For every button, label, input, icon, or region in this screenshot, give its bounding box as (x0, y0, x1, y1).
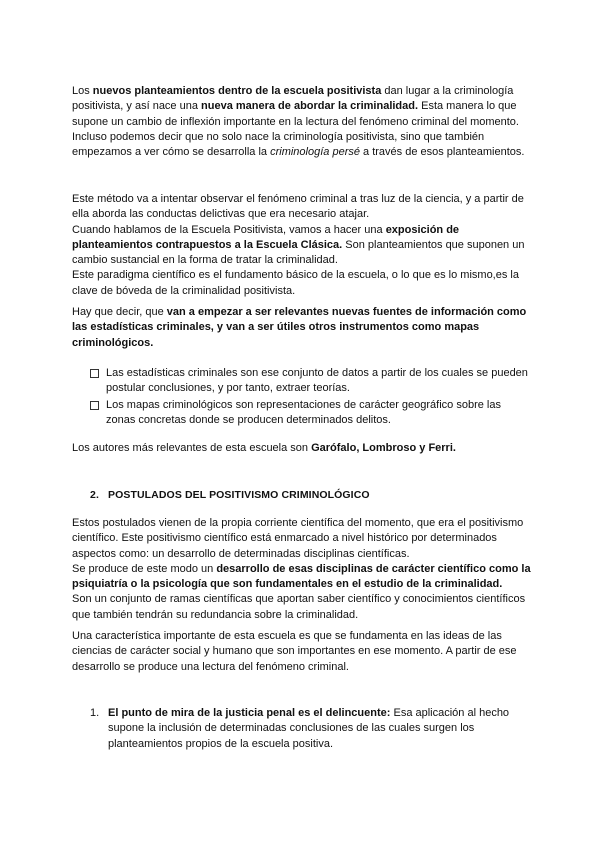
paragraph-method-line1: Este método va a intentar observar el fenómeno criminal a tras luz de la ciencia, y a partir de ella aborda las conductas delictivas que era necesario atajar. (72, 193, 524, 221)
paragraph-postulates-line2: Se produce de este modo un desarrollo de esas disciplinas de carácter científico como la psiquiatría o la psicología que son fundamentales en el estudio de la criminalidad. (72, 562, 531, 591)
paragraph-postulates (72, 516, 532, 623)
paragraph-characteristic: Una característica importante de esta escuela es que se fundamenta en las ideas de las ciencias de carácter social y humano que son importantes en ese momento. A partir de ese desarrollo se produce una lectura del fenómeno criminal. (72, 630, 517, 673)
document-page: Los nuevos planteamientos dentro de la escuela positivista dan lugar a la criminología positivista, y así nace una nueva manera de abordar la criminalidad. Esta manera lo que supone un cambio de inflexión importante en la lectura del fenómeno criminal del momento. Incluso podemos decir que no solo nace la criminología positivista, sino que también empezamos a ver cómo se desarrolla la criminología persé a través de esos planteamientos. Este método va a intentar observar el fenómeno criminal a tras luz de la ciencia, y a partir de ella aborda las conductas delictivas que era necesario atajar. Cuando hablamos de la Escuela Positivista, vamos a hacer una exposición de planteamientos contrapuestos a la Escuela Clásica. Son planteamientos que suponen un cambio sustancial en la forma de tratar la criminalidad. Este paradigma científico es el fundamento básico de la escuela, o lo que es lo mismo,es la clave de bóveda de la criminalidad positivista. Hay que decir, que van a empezar a ser relevantes nuevas fuentes de información como las estadísticas criminales, y van a ser útiles otros instrumentos como mapas criminológicos. Las estadísticas criminales son ese conjunto de datos a partir de los cuales se pueden postular conclusiones, y por tanto, extraer teorías. Los mapas criminológicos son representaciones de carácter geográfico sobre las zonas concretas donde se producen determinados delitos. Los autores más relevantes de esta escuela son Garófalo, Lombroso y Ferri. 2. POSTULADOS DEL POSITIVISMO CRIMINOLÓGICO Estos postulados vienen de la propia corriente científica del momento, que era el positivismo científico. Este positivismo científico está enmarcado a nivel histórico por determinados aspectos como: un desarrollo de determinadas disciplinas científicas. Se produce de este modo un desarrollo de esas disciplinas de carácter científico como la psiquiatría o la psicología que son fundamentales en el estudio de la criminalidad. Son un conjunto de ramas científicas que aportan saber científico y conocimientos científicos que también tendrán su redundancia sobre la criminalidad. Una característica importante de esta escuela es que se fundamenta en las ideas de las ciencias de carácter social y humano que son importantes en ese momento. A partir de ese desarrollo se produce una lectura del fenómeno criminal. 1. El punto de mira de la justicia penal es el delincuente: Esa aplicación al hecho supone la inclusión de determinadas conclusiones de las cuales surgen los planteamientos propios de la escuela positiva. (72, 85, 531, 750)
checkbox-icon (90, 401, 99, 410)
paragraph-authors: Los autores más relevantes de esta escuela son Garófalo, Lombroso y Ferri. (72, 442, 456, 454)
section-heading (90, 488, 370, 502)
paragraph-intro: Los nuevos planteamientos dentro de la escuela positivista dan lugar a la criminología positivista, y así nace una nueva manera de abordar la criminalidad. Esta manera lo que supone un cambio de inflexión importante en la lectura del fenómeno criminal del momento. Incluso podemos decir que no solo nace la criminología positivista, sino que también empezamos a ver cómo se desarrolla la criminología persé a través de esos planteamientos. (72, 85, 525, 159)
paragraph-sources: Hay que decir, que van a empezar a ser relevantes nuevas fuentes de información como las estadísticas criminales, y van a ser útiles otros instrumentos como mapas criminológicos. (72, 306, 527, 349)
paragraph-method-line2: Cuando hablamos de la Escuela Positivista, vamos a hacer una exposición de planteamientos contrapuestos a la Escuela Clásica. Son planteamientos que suponen un cambio sustancial en la forma de tratar la criminalidad. (72, 223, 525, 267)
section-number: 2. (90, 489, 99, 501)
list-number: 1. (90, 707, 100, 719)
checkbox-icon (90, 369, 99, 378)
section-title: POSTULADOS DEL POSITIVISMO CRIMINOLÓGICO (108, 489, 370, 501)
paragraph-method-line3: Este paradigma científico es el fundamento básico de la escuela, o lo que es lo mismo,es la clave de bóveda de la criminalidad positivista. (72, 269, 519, 297)
paragraph-method (72, 192, 532, 299)
paragraph-postulates-line1: Estos postulados vienen de la propia corriente científica del momento, que era el positivismo científico. Este positivismo científico está enmarcado a nivel histórico por determinados aspectos como: un desarrollo de determinadas disciplinas científicas. (72, 517, 524, 560)
paragraph-postulates-line3: Son un conjunto de ramas científicas que aportan saber científico y conocimientos científicos que también tendrán su redundancia sobre la criminalidad. (72, 593, 526, 621)
